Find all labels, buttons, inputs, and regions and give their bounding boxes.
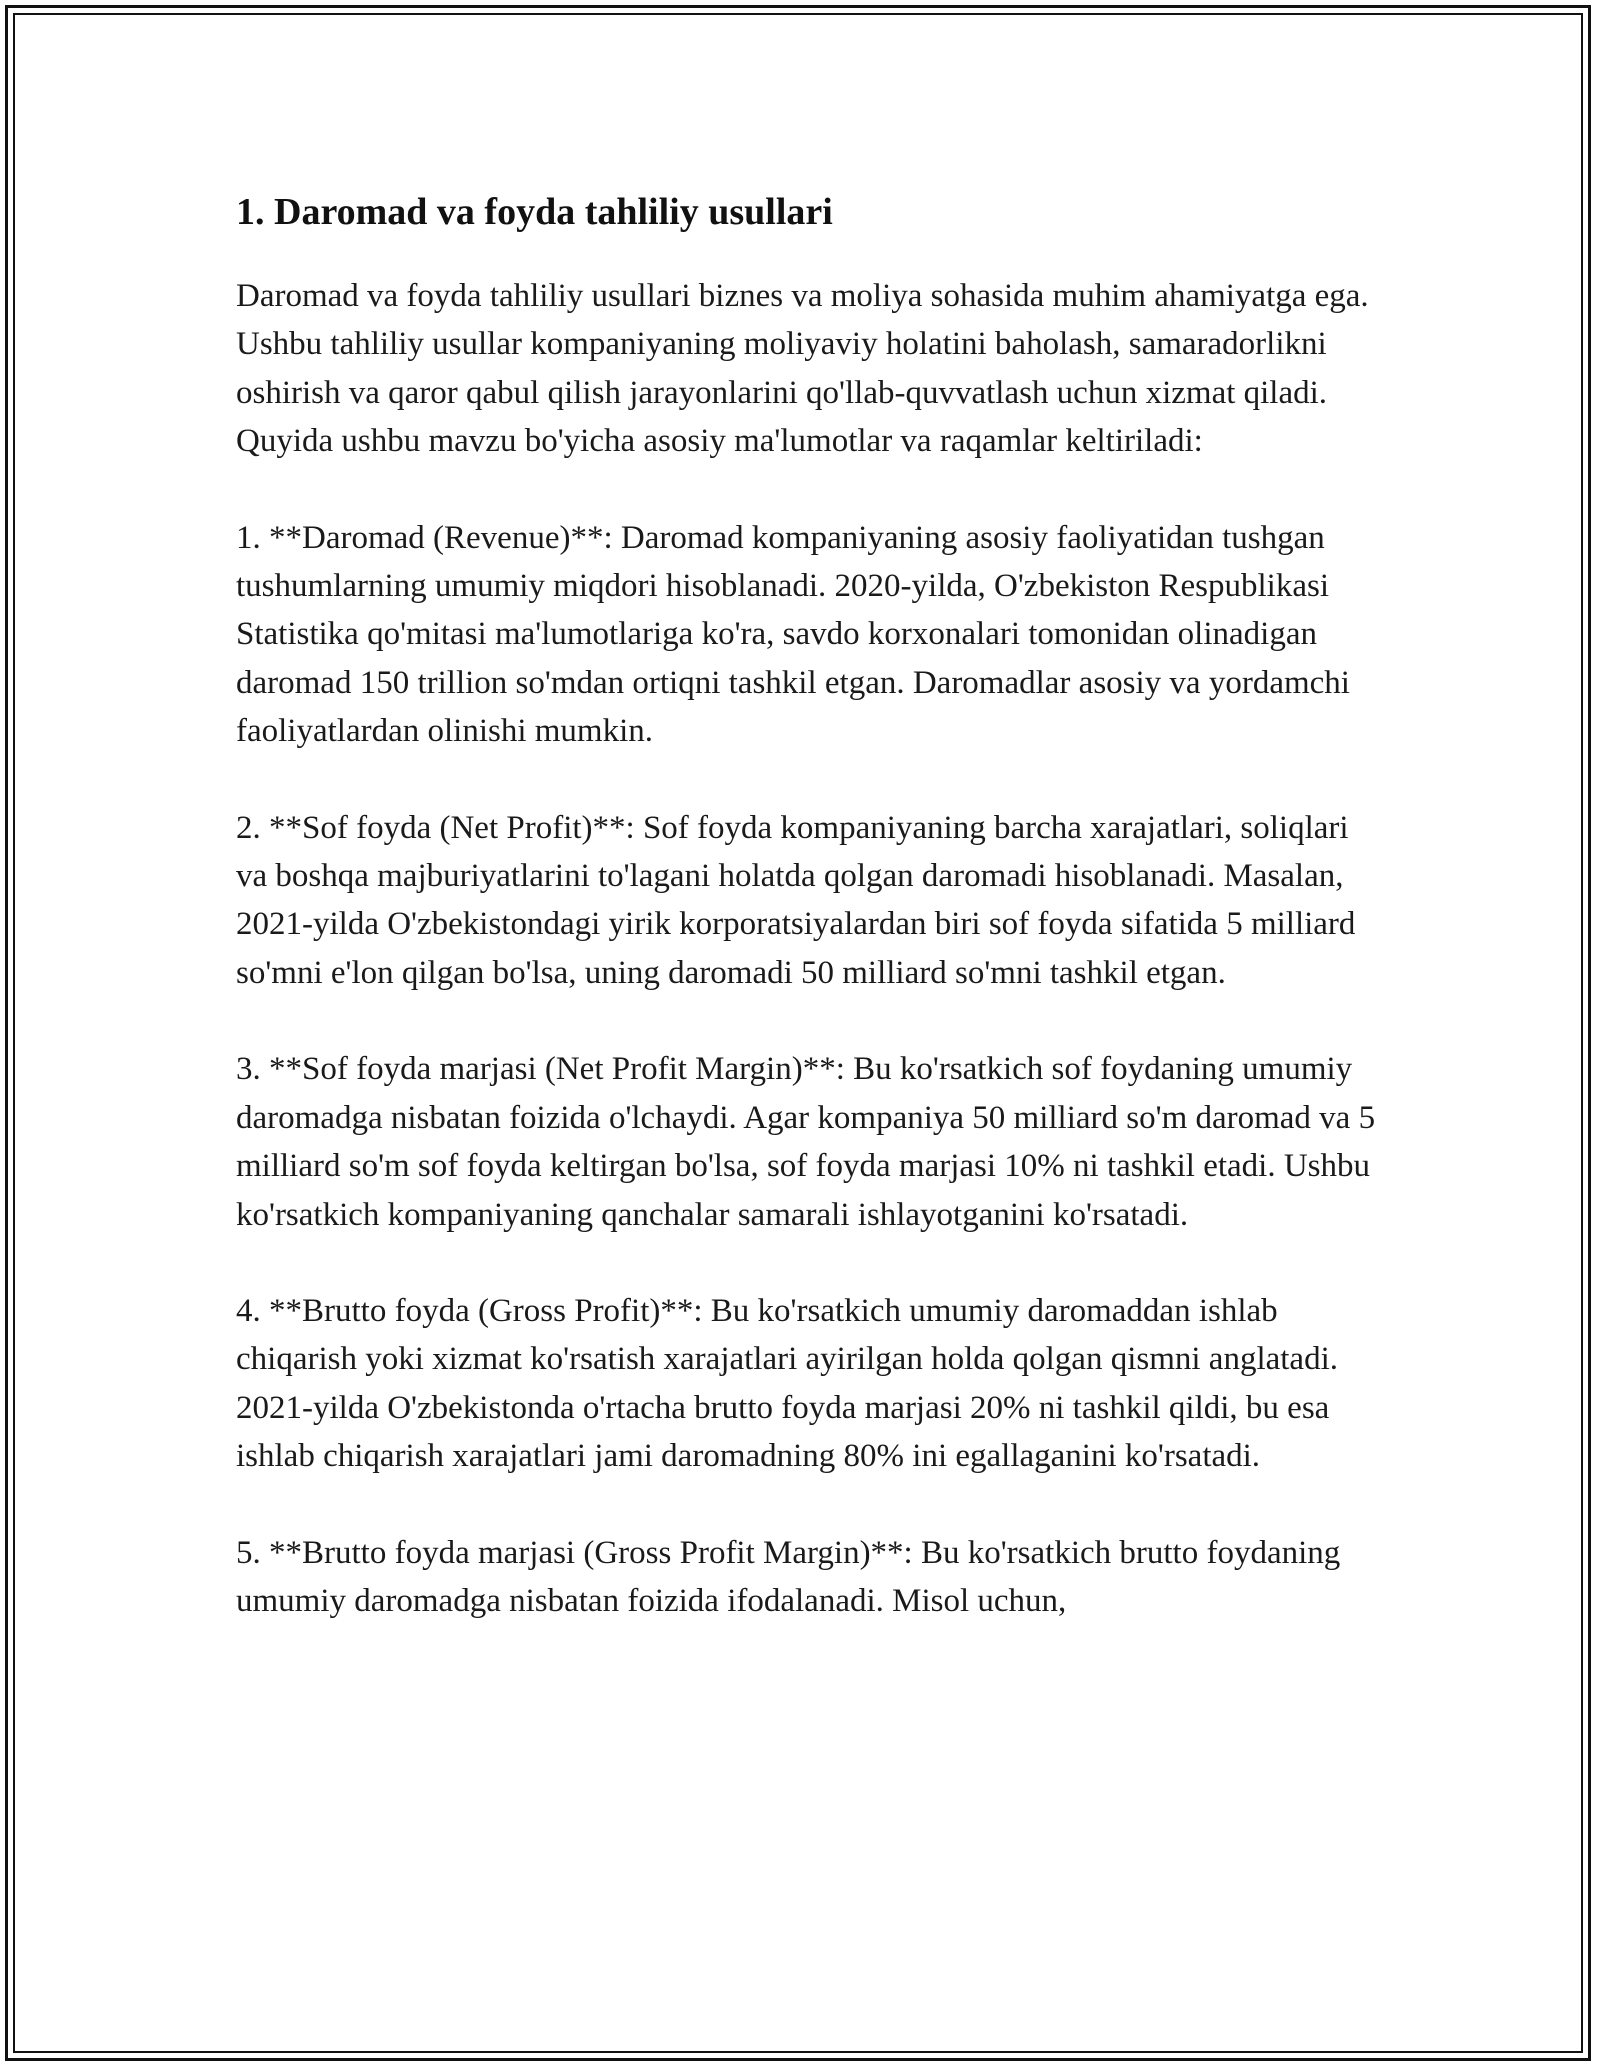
- section-title: 1. Daromad va foyda tahliliy usullari: [236, 191, 833, 233]
- net-profit-margin-paragraph: 3. **Sof foyda marjasi (Net Profit Margin)**: Bu ko'rsatkich sof foydaning umumiy daromadga nisbatan foizida o'lchaydi. Agar kompaniya 50 milliard so'm daromad va 5 milliard so'm sof foyda keltirgan bo'lsa, sof foyda marjasi 10% ni tashkil etadi. Ushbu ko'rsatkich kompaniyaning qanchalar samarali ishlayotganini ko'rsatadi.: [236, 1051, 1376, 1233]
- gross-profit-paragraph: 4. **Brutto foyda (Gross Profit)**: Bu ko'rsatkich umumiy daromaddan ishlab chiqarish yoki xizmat ko'rsatish xarajatlari ayirilgan holda qolgan qismni anglatadi. 2021-yilda O'zbekistonda o'rtacha brutto foyda marjasi 20% ni tashkil qildi, bu esa ishlab chiqarish xarajatlari jami daromadning 80% ini egallaganini ko'rsatadi.: [236, 1292, 1338, 1475]
- document-body: [236, 186, 1376, 1673]
- intro-paragraph: Daromad va foyda tahliliy usullari biznes va moliya sohasida muhim ahamiyatga ega. Ushbu tahliliy usullar kompaniyaning moliyaviy holatini baholash, samaradorlikni oshirish va qaror qabul qilish jarayonlarini qo'llab-quvvatlash uchun xizmat qiladi. Quyida ushbu mavzu bo'yicha asosiy ma'lumotlar va raqamlar keltiriladi:: [236, 278, 1369, 460]
- net-profit-paragraph: 2. **Sof foyda (Net Profit)**: Sof foyda kompaniyaning barcha xarajatlari, soliqlari va boshqa majburiyatlarini to'lagani holatda qolgan daromadi hisoblanadi. Masalan, 2021-yilda O'zbekistondagi yirik korporatsiyalardan biri sof foyda sifatida 5 milliard so'mni e'lon qilgan bo'lsa, uning daromadi 50 milliard so'mni tashkil etgan.: [236, 809, 1356, 991]
- gross-profit-margin-paragraph: 5. **Brutto foyda marjasi (Gross Profit Margin)**: Bu ko'rsatkich brutto foydaning umumiy daromadga nisbatan foizida ifodalanadi. Misol uchun,: [236, 1534, 1341, 1619]
- revenue-paragraph: 1. **Daromad (Revenue)**: Daromad kompaniyaning asosiy faoliyatidan tushgan tushumlarning umumiy miqdori hisoblanadi. 2020-yilda, O'zbekiston Respublikasi Statistika qo'mitasi ma'lumotlariga ko'ra, savdo korxonalari tomonidan olinadigan daromad 150 trillion so'mdan ortiqni tashkil etgan. Daromadlar asosiy va yordamchi faoliyatlardan olinishi mumkin.: [236, 519, 1350, 750]
